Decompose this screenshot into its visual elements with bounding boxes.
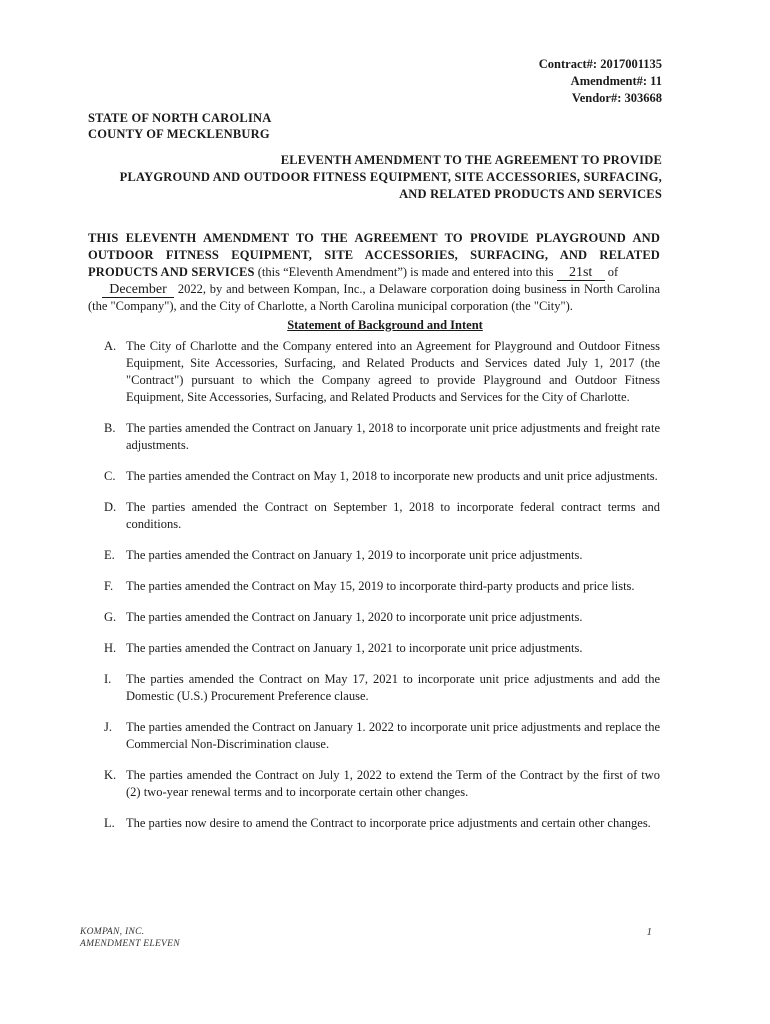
- list-item: [104, 499, 660, 533]
- list-item: [104, 338, 660, 406]
- contract-number: Contract#: 2017001135: [538, 57, 662, 71]
- item-letter: F.: [104, 579, 114, 593]
- list-item: [104, 578, 660, 595]
- item-letter: D.: [104, 500, 117, 514]
- item-text: The parties amended the Contract on January 1, 2019 to incorporate unit price adjustments.: [126, 548, 583, 562]
- item-letter: I.: [104, 672, 112, 686]
- item-letter: G.: [104, 610, 117, 624]
- item-text: The parties amended the Contract on July 1, 2022 to extend the Term of the Contract by the first of two (2) two-year renewal terms and to incorporate certain other changes.: [126, 768, 660, 799]
- page-number: 1: [646, 926, 652, 938]
- intro-bold-lead: THIS ELEVENTH AMENDMENT TO THE AGREEMENT TO PROVIDE PLAYGROUND AND OUTDOOR FITNESS EQUIPMENT, SITE ACCESSORIES, SURFACING, AND RELATED PRODUCTS AND SERVICES: [88, 231, 660, 279]
- state-line: STATE OF NORTH CAROLINA: [88, 111, 272, 125]
- item-letter: E.: [104, 548, 115, 562]
- item-text: The parties amended the Contract on May 15, 2019 to incorporate third-party products and price lists.: [126, 579, 635, 593]
- list-item: [104, 815, 660, 832]
- intro-text-2: of: [604, 265, 619, 279]
- county-line: COUNTY OF MECKLENBURG: [88, 127, 270, 141]
- section-heading: Statement of Background and Intent: [287, 318, 483, 332]
- item-text: The parties amended the Contract on May 1, 2018 to incorporate new products and unit price adjustments.: [126, 469, 658, 483]
- intro-text-1: (this “Eleventh Amendment”) is made and entered into this: [254, 265, 557, 279]
- list-item: [104, 420, 660, 454]
- list-item: [104, 640, 660, 657]
- background-items-list: [104, 338, 660, 846]
- list-item: [104, 671, 660, 705]
- title-line-1: ELEVENTH AMENDMENT TO THE AGREEMENT TO PROVIDE: [280, 153, 662, 167]
- document-title: [88, 152, 662, 203]
- footer-amendment: AMENDMENT ELEVEN: [80, 939, 180, 949]
- intro-paragraph: [88, 230, 660, 315]
- list-item: [104, 468, 660, 485]
- list-item: [104, 767, 660, 801]
- title-line-3: AND RELATED PRODUCTS AND SERVICES: [399, 187, 662, 201]
- vendor-number: Vendor#: 303668: [571, 91, 662, 105]
- item-text: The parties amended the Contract on September 1, 2018 to incorporate federal contract terms and conditions.: [126, 500, 660, 531]
- item-text: The parties amended the Contract on January 1. 2022 to incorporate unit price adjustments and replace the Commercial Non-Discrimination clause.: [126, 720, 660, 751]
- item-letter: B.: [104, 421, 116, 435]
- item-text: The parties now desire to amend the Contract to incorporate price adjustments and certain other changes.: [126, 816, 651, 830]
- footer-label: [80, 926, 180, 950]
- item-text: The parties amended the Contract on May 17, 2021 to incorporate unit price adjustments and add the Domestic (U.S.) Procurement Preference clause.: [126, 672, 660, 703]
- item-text: The parties amended the Contract on January 1, 2020 to incorporate unit price adjustments.: [126, 610, 583, 624]
- day-fill-in: 21st: [557, 266, 605, 281]
- item-letter: L.: [104, 816, 115, 830]
- list-item: [104, 547, 660, 564]
- jurisdiction-block: [88, 110, 271, 142]
- intro-text-3: 2022, by and between Kompan, Inc., a Delaware corporation doing business in North Carolina (the "Company"), and the City of Charlotte, a North Carolina municipal corporation (the "City").: [88, 282, 660, 313]
- month-fill-in: December: [102, 283, 174, 298]
- footer-company: KOMPAN, INC.: [80, 927, 145, 937]
- contract-reference-block: [539, 56, 662, 107]
- item-letter: J.: [104, 720, 112, 734]
- item-letter: A.: [104, 339, 117, 353]
- list-item: [104, 609, 660, 626]
- item-letter: C.: [104, 469, 116, 483]
- title-line-2: PLAYGROUND AND OUTDOOR FITNESS EQUIPMENT, SITE ACCESSORIES, SURFACING,: [119, 170, 662, 184]
- item-letter: H.: [104, 641, 117, 655]
- item-letter: K.: [104, 768, 117, 782]
- list-item: [104, 719, 660, 753]
- amendment-number: Amendment#: 11: [570, 74, 662, 88]
- item-text: The parties amended the Contract on January 1, 2018 to incorporate unit price adjustments and freight rate adjustments.: [126, 421, 660, 452]
- item-text: The parties amended the Contract on January 1, 2021 to incorporate unit price adjustments.: [126, 641, 583, 655]
- item-text: The City of Charlotte and the Company entered into an Agreement for Playground and Outdoor Fitness Equipment, Site Accessories, Surfacing, and Related Products and Services dated July 1, 2017 (the "Contract") pursuant to which the Company agreed to provide Playground and Outdoor Fitness Equipment, Site Accessories, Surfacing, and Related Products and Services for the City of Charlotte.: [126, 339, 660, 404]
